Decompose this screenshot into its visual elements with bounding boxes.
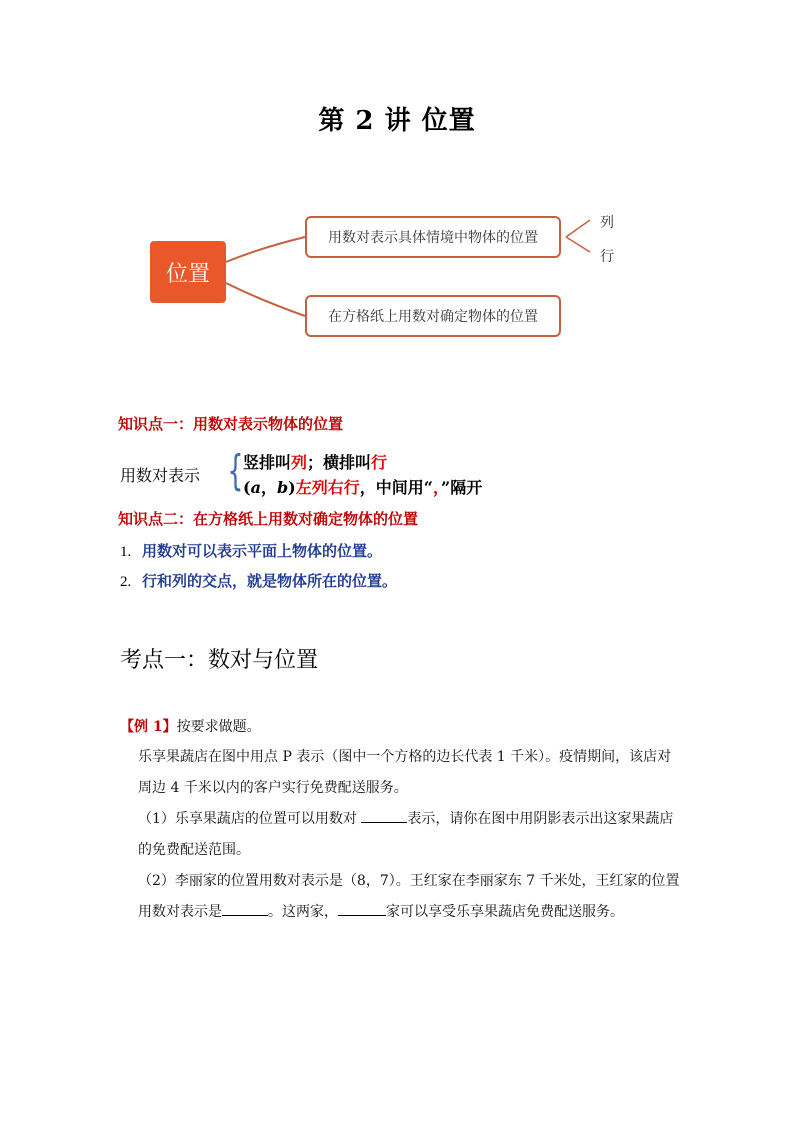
answer-blank[interactable]: [338, 901, 386, 916]
exam-point-heading: 考点一：数对与位置: [120, 648, 319, 673]
mindmap-branch-2: 在方格纸上用数对确定物体的位置: [305, 295, 561, 337]
pair-label: 用数对表示: [120, 466, 201, 485]
brace-icon: {: [227, 446, 244, 495]
mindmap-leaf-column: 列: [600, 215, 614, 231]
example-body: 乐享果蔬店在图中用点 P 表示（图中一个方格的边长代表 1 千米）。疫情期间，该店对 周边 4 千米以内的客户实行免费配送服务。 （1）乐享果蔬店的位置可以用数对 表示，请你在图中用阴影表示出这家果蔬店 的免费配送范围。 （2）李丽家的位置用数对表示是（8，7）。王红家在李丽家东 7 千米处，王红家的位置 用数对表示是 。这两家， 家可以享受乐享果蔬店免费配送服务。: [138, 749, 680, 920]
rule-line-1: 竖排叫列；横排叫行: [243, 453, 388, 472]
answer-blank[interactable]: [361, 808, 407, 823]
knowledge-point-1-heading: 知识点一：用数对表示物体的位置: [118, 415, 344, 433]
mindmap-root: 位置: [150, 241, 226, 303]
answer-blank[interactable]: [222, 901, 268, 916]
example-header: 【例 1】按要求做题。: [120, 719, 261, 735]
mindmap-connectors: [0, 0, 794, 400]
mindmap-leaf-row: 行: [600, 249, 614, 265]
mindmap-branch-1: 用数对表示具体情境中物体的位置: [305, 216, 561, 258]
page-title: 第 2 讲 位置: [318, 106, 476, 136]
list-item: 1. 用数对可以表示平面上物体的位置。: [120, 542, 383, 560]
knowledge-point-2-heading: 知识点二：在方格纸上用数对确定物体的位置: [118, 510, 419, 528]
rule-line-2: (a，b)左列右行，中间用“，”隔开: [243, 478, 483, 497]
list-item: 2. 行和列的交点，就是物体所在的位置。: [120, 572, 398, 590]
